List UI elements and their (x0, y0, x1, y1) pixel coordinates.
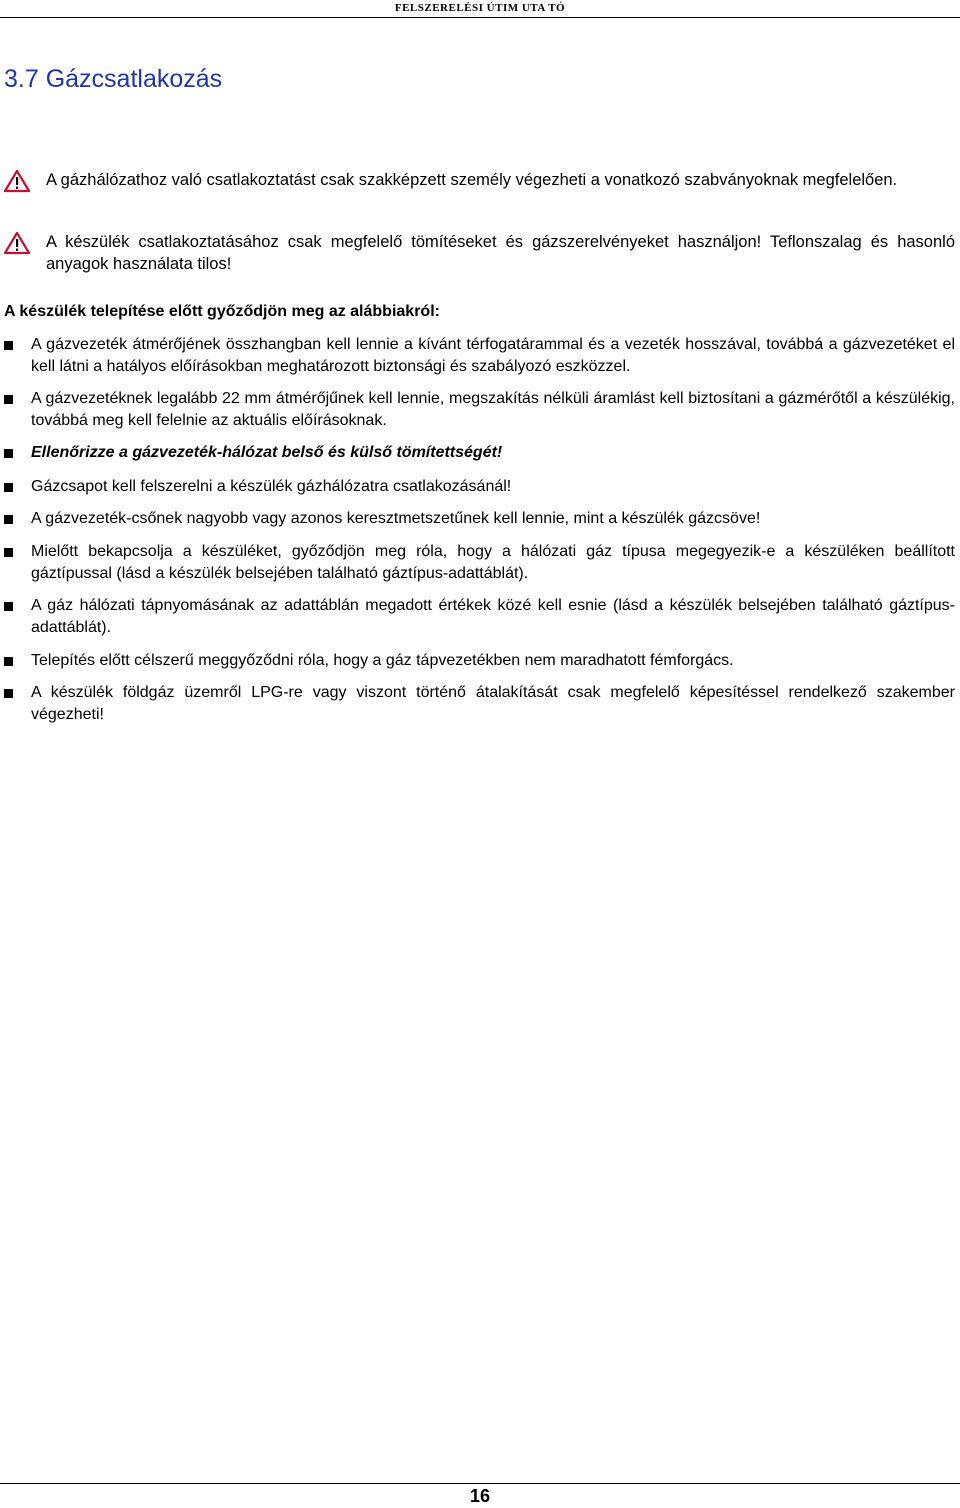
bullet-square-icon (4, 657, 13, 666)
list-item (4, 682, 955, 726)
list-item (4, 650, 955, 672)
list-item-text: Telepítés előtt célszerű meggyőződni róla, hogy a gáz tápvezetékben nem maradhatott fémforgács. (31, 652, 734, 669)
list-item-text: A gázvezetéknek legalább 22 mm átmérőjűnek kell lennie, megszakítás nélküli áramlást kell biztosítani a gázmérőtől a készülékig, továbbá meg kell felelnie az aktuális előírásoknak. (31, 390, 955, 429)
warning-text: A készülék csatlakoztatásához csak megfelelő tömítéseket és gázszerelvényeket használjon! Teflonszalag és hasonló anyagok használata tilos! (46, 233, 955, 273)
warning-triangle-icon (4, 231, 30, 255)
warning-notice (4, 169, 955, 191)
warning-notice (4, 231, 955, 275)
list-item-text: Gázcsapot kell felszerelni a készülék gázhálózatra csatlakozásánál! (31, 478, 512, 495)
list-item (4, 595, 955, 639)
header-divider (0, 17, 960, 18)
bullet-square-icon (4, 449, 13, 458)
bullet-square-icon (4, 689, 13, 698)
list-item-text: A gázvezeték átmérőjének összhangban kell lennie a kívánt térfogatárammal és a vezeték hosszával, továbbá a gázvezetéket el kell látni a hatályos előírásokban meghatározott biztonsági és szabályozó eszközzel. (31, 336, 955, 375)
list-item (4, 541, 955, 585)
list-item-text: Mielőtt bekapcsolja a készüléket, győződjön meg róla, hogy a hálózati gáz típusa megegyezik-e a készüléken beállított gáztípussal (lásd a készülék belsejében található gáztípus-adattáblát). (31, 543, 955, 582)
running-header: FELSZERELÉSI ÚTIM UTA TÓ (394, 2, 566, 14)
list-item (4, 508, 955, 530)
list-item (4, 442, 955, 464)
section-title: 3.7 Gázcsatlakozás (4, 65, 223, 93)
page-number: 16 (469, 1486, 491, 1506)
footer-divider (0, 1483, 960, 1484)
bullet-square-icon (4, 395, 13, 404)
list-item-text: A gázvezeték-csőnek nagyobb vagy azonos keresztmetszetűnek kell lennie, mint a készülék gázcsöve! (31, 510, 761, 527)
bullet-square-icon (4, 515, 13, 524)
bullet-square-icon (4, 602, 13, 611)
list-item-text: A gáz hálózati tápnyomásának az adattáblán megadott értékek közé kell esnie (lásd a készülék belsejében található gáztípus-adattáblát). (31, 597, 955, 636)
list-item (4, 388, 955, 432)
list-item-text: A készülék földgáz üzemről LPG-re vagy viszont történő átalakítását csak megfelelő képesítéssel rendelkező szakember végezheti! (31, 684, 955, 723)
bullet-square-icon (4, 341, 13, 350)
bullet-square-icon (4, 548, 13, 557)
warning-triangle-icon (4, 169, 30, 193)
warning-text: A gázhálózathoz való csatlakoztatást csak szakképzett személy végezheti a vonatkozó szabványoknak megfelelően. (46, 171, 898, 189)
list-item-text: Ellenőrizze a gázvezeték-hálózat belső és külső tömítettségét! (31, 444, 503, 461)
bullet-square-icon (4, 483, 13, 492)
intro-heading: A készülék telepítése előtt győződjön meg az alábbiakról: (4, 303, 440, 320)
list-item (4, 476, 955, 498)
list-item (4, 334, 955, 378)
